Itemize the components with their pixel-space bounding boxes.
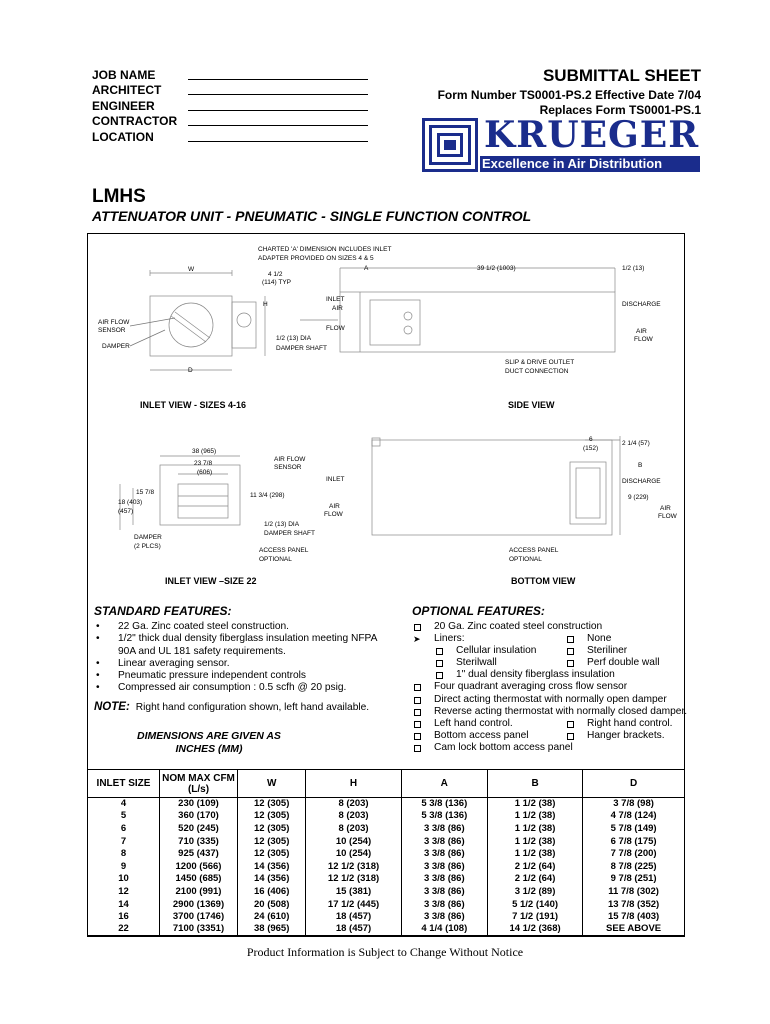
table-cell: 7 1/2 (191) bbox=[487, 911, 582, 924]
table-cell: 9 bbox=[88, 860, 160, 873]
svg-text:ADAPTER PROVIDED ON SIZES 4 &: ADAPTER PROVIDED ON SIZES 4 & 5 bbox=[258, 255, 374, 262]
table-cell: 9 7/8 (251) bbox=[583, 873, 685, 886]
table-cell: 12 bbox=[88, 886, 160, 899]
svg-text:OPTIONAL: OPTIONAL bbox=[509, 556, 542, 563]
table-cell: 1 1/2 (38) bbox=[487, 835, 582, 848]
svg-text:SLIP & DRIVE OUTLET: SLIP & DRIVE OUTLET bbox=[505, 359, 575, 366]
replaces-form: Replaces Form TS0001-PS.1 bbox=[539, 103, 701, 117]
svg-text:INLET: INLET bbox=[326, 476, 345, 483]
table-cell: 20 (508) bbox=[238, 898, 306, 911]
col-b: B bbox=[487, 770, 582, 798]
optional-features-heading: OPTIONAL FEATURES: bbox=[412, 604, 545, 618]
table-row bbox=[88, 835, 685, 848]
table-cell: 8 (203) bbox=[306, 810, 401, 823]
option-right-hand[interactable]: Right hand control. bbox=[567, 718, 673, 730]
svg-text:FLOW: FLOW bbox=[658, 513, 677, 520]
table-header-row bbox=[88, 770, 685, 798]
form-number: Form Number TS0001-PS.2 Effective Date 7/04 bbox=[437, 88, 701, 102]
table-cell: 3 3/8 (86) bbox=[401, 911, 487, 924]
svg-text:AIR: AIR bbox=[660, 505, 671, 512]
checkbox-icon bbox=[414, 709, 421, 716]
arrow-bullet-icon: ➤ bbox=[413, 634, 421, 645]
checkbox-icon bbox=[414, 697, 421, 704]
svg-text:38 (965): 38 (965) bbox=[192, 448, 217, 455]
svg-text:(606): (606) bbox=[197, 469, 213, 476]
svg-text:ACCESS PANEL: ACCESS PANEL bbox=[509, 547, 559, 554]
table-cell: 1 1/2 (38) bbox=[487, 823, 582, 836]
table-cell: 22 bbox=[88, 923, 160, 936]
table-cell: 24 (610) bbox=[238, 911, 306, 924]
svg-text:11 3/4 (298): 11 3/4 (298) bbox=[250, 492, 285, 499]
table-cell: 7100 (3351) bbox=[160, 923, 238, 936]
table-cell: 8 (203) bbox=[306, 823, 401, 836]
dim-w: W bbox=[188, 266, 195, 273]
table-cell: 16 bbox=[88, 911, 160, 924]
svg-text:CHARTED 'A' DIMENSION INCLUDES: CHARTED 'A' DIMENSION INCLUDES INLET bbox=[258, 246, 392, 253]
col-cfm: NOM MAX CFM (L/s) bbox=[160, 770, 238, 798]
table-row bbox=[88, 810, 685, 823]
table-cell: 925 (437) bbox=[160, 848, 238, 861]
table-cell: 12 (305) bbox=[238, 848, 306, 861]
dimensions-note: DIMENSIONS ARE GIVEN AS INCHES (MM) bbox=[137, 729, 281, 755]
location-label: LOCATION bbox=[92, 129, 154, 144]
table-cell: 12 1/2 (318) bbox=[306, 860, 401, 873]
table-cell: 4 bbox=[88, 798, 160, 811]
option-cam-lock[interactable]: Cam lock bottom access panel bbox=[412, 742, 702, 754]
model-name: LMHS bbox=[92, 186, 146, 207]
option-left-hand[interactable]: Left hand control. Right hand control. bbox=[412, 718, 702, 730]
label-damper-shaft: DAMPER SHAFT bbox=[276, 345, 327, 352]
damper-blade bbox=[175, 312, 210, 338]
optional-features bbox=[412, 604, 702, 754]
table-cell: 1 1/2 (38) bbox=[487, 810, 582, 823]
checkbox-icon bbox=[414, 684, 421, 691]
table-cell: 8 bbox=[88, 848, 160, 861]
dim-39-1-2: 39 1/2 (1003) bbox=[477, 265, 516, 272]
col-d: D bbox=[583, 770, 685, 798]
svg-text:DUCT CONNECTION: DUCT CONNECTION bbox=[505, 368, 569, 375]
checkbox-icon bbox=[414, 745, 421, 752]
svg-text:18 (403): 18 (403) bbox=[118, 499, 143, 506]
table-cell: 3 3/8 (86) bbox=[401, 873, 487, 886]
table-row bbox=[88, 848, 685, 861]
table-cell: 15 7/8 (403) bbox=[583, 911, 685, 924]
table-cell: 2 1/2 (64) bbox=[487, 873, 582, 886]
svg-text:(2 PLCS): (2 PLCS) bbox=[134, 543, 161, 550]
svg-text:23 7/8: 23 7/8 bbox=[194, 460, 213, 467]
label-damper: DAMPER bbox=[102, 343, 130, 350]
col-inlet-size: INLET SIZE bbox=[88, 770, 160, 798]
list-item: • Compressed air consumption : 0.5 scfh @ 20 psig. bbox=[94, 682, 394, 694]
list-item: • Linear averaging sensor. bbox=[94, 658, 394, 670]
option-sterilwall[interactable]: Sterilwall Perf double wall bbox=[412, 657, 702, 669]
side-casing bbox=[340, 292, 615, 352]
table-row bbox=[88, 823, 685, 836]
model-description: ATTENUATOR UNIT - PNEUMATIC - SINGLE FUNCTION CONTROL bbox=[92, 208, 532, 224]
dim-d: D bbox=[188, 367, 193, 374]
table-cell: 5 7/8 (149) bbox=[583, 823, 685, 836]
svg-text:DAMPER: DAMPER bbox=[134, 534, 162, 541]
checkbox-icon bbox=[567, 660, 574, 667]
inlet-view-22-title: INLET VIEW –SIZE 22 bbox=[165, 576, 257, 586]
table-cell: 6 bbox=[88, 823, 160, 836]
table-row bbox=[88, 911, 685, 924]
table-cell: 11 7/8 (302) bbox=[583, 886, 685, 899]
option-none[interactable]: None bbox=[567, 633, 611, 645]
table-cell: 14 (356) bbox=[238, 873, 306, 886]
table-cell: 3 3/8 (86) bbox=[401, 823, 487, 836]
bottom-view-title: BOTTOM VIEW bbox=[511, 576, 576, 586]
checkbox-icon bbox=[567, 636, 574, 643]
svg-text:6: 6 bbox=[589, 436, 593, 443]
svg-text:(152): (152) bbox=[583, 445, 599, 452]
checkbox-icon bbox=[414, 624, 421, 631]
svg-text:DISCHARGE: DISCHARGE bbox=[622, 301, 661, 308]
option-cellular[interactable]: Cellular insulation Steriliner bbox=[412, 645, 702, 657]
svg-text:FLOW: FLOW bbox=[634, 336, 653, 343]
standard-features-heading: STANDARD FEATURES: bbox=[94, 604, 232, 618]
table-cell: 12 (305) bbox=[238, 798, 306, 811]
table-cell: 10 (254) bbox=[306, 835, 401, 848]
note-label: NOTE: bbox=[94, 700, 130, 713]
svg-text:(457): (457) bbox=[118, 508, 134, 515]
table-row bbox=[88, 873, 685, 886]
label-sensor: SENSOR bbox=[98, 327, 126, 334]
table-cell: 12 (305) bbox=[238, 835, 306, 848]
table-cell: 2900 (1369) bbox=[160, 898, 238, 911]
svg-text:AIR FLOW: AIR FLOW bbox=[274, 456, 306, 463]
table-body bbox=[88, 798, 685, 937]
option-direct-acting[interactable]: Direct acting thermostat with normally open damper bbox=[412, 694, 702, 706]
checkbox-icon bbox=[414, 721, 421, 728]
inlet-view-22-labels bbox=[118, 448, 315, 586]
table-cell: 5 3/8 (136) bbox=[401, 810, 487, 823]
footer-disclaimer: Product Information is Subject to Change Without Notice bbox=[246, 945, 524, 959]
table-cell: 2100 (991) bbox=[160, 886, 238, 899]
inlet-collar bbox=[169, 303, 213, 347]
svg-text:FLOW: FLOW bbox=[324, 511, 343, 518]
note bbox=[94, 701, 394, 714]
table-cell: 520 (245) bbox=[160, 823, 238, 836]
table-cell: 12 (305) bbox=[238, 823, 306, 836]
table-cell: 360 (170) bbox=[160, 810, 238, 823]
table-cell: 12 (305) bbox=[238, 810, 306, 823]
table-cell: SEE ABOVE bbox=[583, 923, 685, 936]
job-name-label: JOB NAME bbox=[92, 67, 156, 82]
bottom-view-labels bbox=[324, 436, 678, 586]
checkbox-icon bbox=[436, 660, 443, 667]
table-cell: 14 1/2 (368) bbox=[487, 923, 582, 936]
table-cell: 38 (965) bbox=[238, 923, 306, 936]
table-cell: 3700 (1746) bbox=[160, 911, 238, 924]
table-cell: 4 7/8 (124) bbox=[583, 810, 685, 823]
table-cell: 15 (381) bbox=[306, 886, 401, 899]
table-cell: 4 1/4 (108) bbox=[401, 923, 487, 936]
label-dia: 1/2 (13) DIA bbox=[276, 335, 312, 342]
checkbox-icon bbox=[567, 648, 574, 655]
submittal-title: SUBMITTAL SHEET bbox=[542, 66, 701, 85]
table-cell: 3 3/8 (86) bbox=[401, 848, 487, 861]
svg-text:INLET: INLET bbox=[326, 296, 345, 303]
table-cell: 14 (356) bbox=[238, 860, 306, 873]
svg-text:AIR: AIR bbox=[332, 305, 343, 312]
table-cell: 7 7/8 (200) bbox=[583, 848, 685, 861]
list-item: • 1/2" thick dual density fiberglass insulation meeting NFPA 90A and UL 181 safety requirements. bbox=[94, 633, 394, 658]
checkbox-icon bbox=[436, 648, 443, 655]
svg-text:AIR: AIR bbox=[636, 328, 647, 335]
table-cell: 7 bbox=[88, 835, 160, 848]
table-cell: 3 3/8 (86) bbox=[401, 898, 487, 911]
table-cell: 13 7/8 (352) bbox=[583, 898, 685, 911]
dim-4-1-2: 4 1/2 bbox=[268, 271, 283, 278]
dim-h: H bbox=[263, 301, 268, 308]
table-cell: 1 1/2 (38) bbox=[487, 798, 582, 811]
table-cell: 3 7/8 (98) bbox=[583, 798, 685, 811]
table-cell: 8 7/8 (225) bbox=[583, 860, 685, 873]
table-cell: 710 (335) bbox=[160, 835, 238, 848]
svg-text:2 1/4 (57): 2 1/4 (57) bbox=[622, 440, 650, 447]
table-cell: 5 bbox=[88, 810, 160, 823]
table-cell: 3 1/2 (89) bbox=[487, 886, 582, 899]
table-cell: 230 (109) bbox=[160, 798, 238, 811]
table-cell: 10 (254) bbox=[306, 848, 401, 861]
list-item: • Pneumatic pressure independent controls bbox=[94, 670, 394, 682]
table-cell: 12 1/2 (318) bbox=[306, 873, 401, 886]
option-construction[interactable]: 20 Ga. Zinc coated steel construction bbox=[412, 621, 702, 633]
svg-text:SENSOR: SENSOR bbox=[274, 464, 302, 471]
table-cell: 5 1/2 (140) bbox=[487, 898, 582, 911]
svg-text:B: B bbox=[638, 462, 643, 469]
option-four-quadrant[interactable]: Four quadrant averaging cross flow sensor bbox=[412, 681, 702, 693]
option-hanger[interactable]: Hanger brackets. bbox=[567, 730, 665, 742]
col-h: H bbox=[306, 770, 401, 798]
logo-tagline: Excellence in Air Distribution bbox=[480, 156, 700, 172]
svg-text:1/2 (13) DIA: 1/2 (13) DIA bbox=[264, 521, 300, 528]
option-dual-density[interactable]: 1" dual density fiberglass insulation bbox=[412, 669, 702, 681]
side-view-labels bbox=[258, 246, 661, 410]
table-row bbox=[88, 898, 685, 911]
table-row bbox=[88, 798, 685, 811]
svg-text:OPTIONAL: OPTIONAL bbox=[259, 556, 292, 563]
table-cell: 5 3/8 (136) bbox=[401, 798, 487, 811]
inlet-view-small-labels bbox=[98, 266, 327, 410]
logo-word: KRUEGER bbox=[484, 114, 700, 156]
table-cell: 18 (457) bbox=[306, 923, 401, 936]
svg-text:DISCHARGE: DISCHARGE bbox=[622, 478, 661, 485]
col-w: W bbox=[238, 770, 306, 798]
side-view-title: SIDE VIEW bbox=[508, 400, 555, 410]
table-cell: 1450 (685) bbox=[160, 873, 238, 886]
table-cell: 1200 (566) bbox=[160, 860, 238, 873]
note-text: Right hand configuration shown, left hand available. bbox=[135, 701, 370, 713]
architect-label: ARCHITECT bbox=[92, 83, 162, 97]
inlet-view-small-title: INLET VIEW - SIZES 4-16 bbox=[140, 400, 247, 410]
svg-text:15 7/8: 15 7/8 bbox=[136, 489, 155, 496]
label-air-flow: AIR FLOW bbox=[98, 319, 130, 326]
table-cell: 3 3/8 (86) bbox=[401, 886, 487, 899]
col-a: A bbox=[401, 770, 487, 798]
svg-text:DAMPER SHAFT: DAMPER SHAFT bbox=[264, 530, 315, 537]
table-cell: 3 3/8 (86) bbox=[401, 835, 487, 848]
table-cell: 14 bbox=[88, 898, 160, 911]
svg-text:AIR: AIR bbox=[329, 503, 340, 510]
table-cell: 10 bbox=[88, 873, 160, 886]
table-cell: 17 1/2 (445) bbox=[306, 898, 401, 911]
option-bottom-access[interactable]: Bottom access panel Hanger brackets. bbox=[412, 730, 702, 742]
option-perf[interactable]: Perf double wall bbox=[567, 657, 660, 669]
table-cell: 16 (406) bbox=[238, 886, 306, 899]
option-reverse-acting[interactable]: Reverse acting thermostat with normally closed damper. bbox=[412, 706, 702, 718]
dim-1-2: 1/2 (13) bbox=[622, 265, 645, 272]
dim-114-typ: (114) TYP bbox=[262, 279, 292, 286]
table-row bbox=[88, 923, 685, 936]
contractor-label: CONTRACTOR bbox=[92, 114, 178, 128]
table-cell: 2 1/2 (64) bbox=[487, 860, 582, 873]
checkbox-icon bbox=[567, 721, 574, 728]
option-liners: ➤ Liners: None bbox=[413, 633, 612, 645]
table-cell: 18 (457) bbox=[306, 911, 401, 924]
table-cell: 6 7/8 (175) bbox=[583, 835, 685, 848]
list-item: • 22 Ga. Zinc coated steel construction. bbox=[94, 621, 394, 633]
svg-text:FLOW: FLOW bbox=[326, 325, 345, 332]
standard-features bbox=[94, 604, 394, 756]
table-row bbox=[88, 886, 685, 899]
checkbox-icon bbox=[414, 733, 421, 740]
table-row bbox=[88, 860, 685, 873]
checkbox-icon bbox=[436, 672, 443, 679]
engineer-label: ENGINEER bbox=[92, 98, 155, 113]
dim-a: A bbox=[364, 265, 369, 272]
dimensions-table bbox=[87, 769, 685, 937]
checkbox-icon bbox=[567, 733, 574, 740]
table-cell: 1 1/2 (38) bbox=[487, 848, 582, 861]
table-cell: 3 3/8 (86) bbox=[401, 860, 487, 873]
svg-text:ACCESS PANEL: ACCESS PANEL bbox=[259, 547, 309, 554]
svg-text:9 (229): 9 (229) bbox=[628, 494, 649, 501]
option-steriliner[interactable]: Steriliner bbox=[567, 645, 627, 657]
table-cell: 8 (203) bbox=[306, 798, 401, 811]
